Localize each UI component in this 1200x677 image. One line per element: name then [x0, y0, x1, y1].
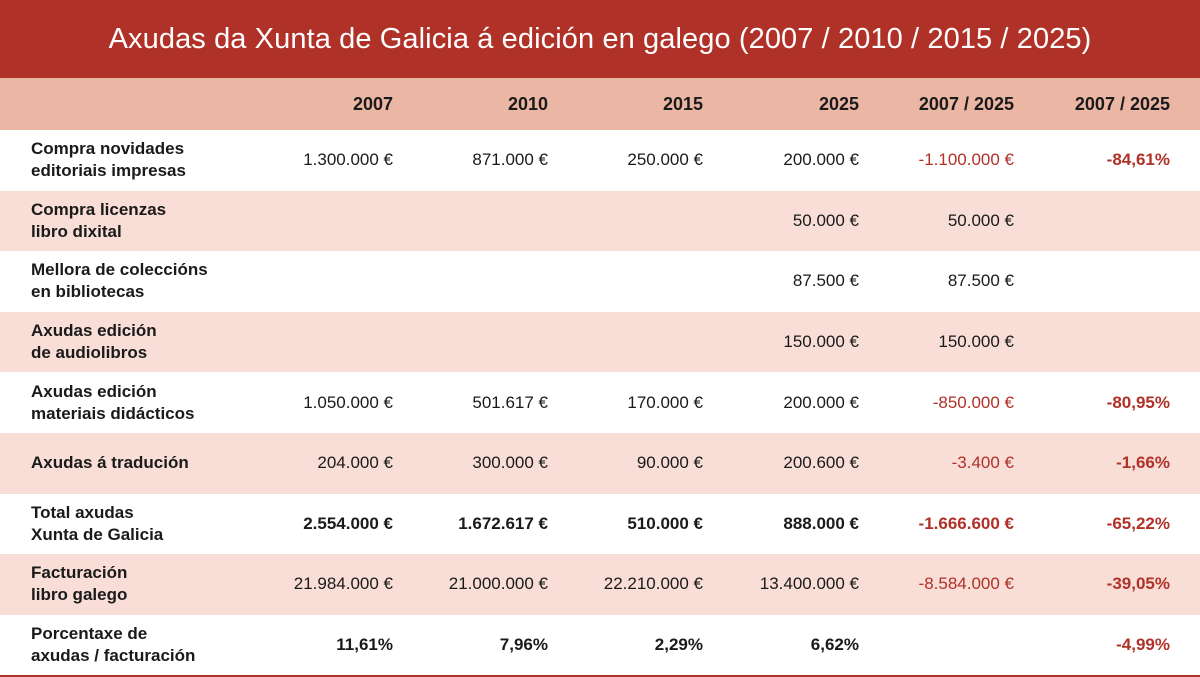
- table-row: [0, 372, 1200, 433]
- table-cell: [1044, 251, 1200, 312]
- table-cell: 250.000 €: [627, 150, 703, 170]
- table-cell: 1.050.000 €: [303, 392, 393, 412]
- data-table: [0, 78, 1200, 675]
- header-cell-4: 2025: [818, 93, 859, 114]
- table-cell: -1,66%: [1116, 453, 1170, 473]
- row-label: [0, 615, 270, 676]
- table-cell: 6,62%: [810, 635, 859, 655]
- table-row: [0, 251, 1200, 312]
- table-cell: [1044, 191, 1200, 252]
- row-label: [0, 494, 270, 555]
- header-cell-6: 2007 / 2025: [1074, 93, 1170, 114]
- table-row: [0, 191, 1200, 252]
- row-label-line: Axudas edición: [31, 321, 157, 341]
- header-cell-3: 2015: [662, 93, 703, 114]
- table-cell: 21.000.000 €: [448, 574, 548, 594]
- table-cell: 170.000 €: [627, 392, 703, 412]
- table-cell: [889, 615, 1044, 676]
- table-cell: 888.000 €: [783, 513, 859, 533]
- table-cell: 200.000 €: [783, 150, 859, 170]
- table-cell: -3.400 €: [951, 453, 1014, 473]
- table-cell: 87.500 €: [792, 271, 859, 291]
- table-cell: 22.210.000 €: [603, 574, 703, 594]
- row-label-line: libro galego: [31, 585, 128, 605]
- table-cell: [1044, 312, 1200, 373]
- row-label-line: editoriais impresas: [31, 161, 186, 181]
- row-label-line: Total axudas: [31, 502, 134, 522]
- table-cell: 150.000 €: [938, 332, 1014, 352]
- table-cell: 300.000 €: [472, 453, 548, 473]
- table-row: [0, 494, 1200, 555]
- row-label-line: Porcentaxe de: [31, 624, 148, 644]
- row-label-line: Mellora de coleccións: [31, 260, 208, 280]
- table-cell: 7,96%: [499, 635, 548, 655]
- table-row: [0, 433, 1200, 494]
- table-cell: -4,99%: [1116, 635, 1170, 655]
- table-cell: -65,22%: [1106, 513, 1170, 533]
- table-cell: 871.000 €: [472, 150, 548, 170]
- table-cell: 11,61%: [336, 635, 393, 655]
- table-cell: [423, 312, 578, 373]
- table-cell: [578, 251, 733, 312]
- table-cell: 200.000 €: [783, 392, 859, 412]
- row-label-line: en bibliotecas: [31, 282, 145, 302]
- row-label: [0, 130, 270, 191]
- table-cell: [270, 312, 423, 373]
- table-cell: [578, 312, 733, 373]
- header-cell-2: 2010: [507, 93, 548, 114]
- table-cell: 13.400.000 €: [759, 574, 859, 594]
- table-cell: 1.672.617 €: [458, 513, 548, 533]
- row-label-line: Xunta de Galicia: [31, 524, 164, 544]
- row-label-line: Compra licenzas: [31, 199, 167, 219]
- table-cell: 21.984.000 €: [293, 574, 393, 594]
- row-label: [0, 191, 270, 252]
- table-cell: 2,29%: [654, 635, 703, 655]
- header-cell-1: 2007: [352, 93, 393, 114]
- table-row: [0, 554, 1200, 615]
- row-label-line: Axudas edición: [31, 381, 157, 401]
- table-cell: -84,61%: [1106, 150, 1170, 170]
- table-cell: [578, 191, 733, 252]
- table-row: [0, 615, 1200, 676]
- row-label-line: Axudas á tradución: [31, 453, 189, 473]
- row-label-line: de audiolibros: [31, 343, 148, 363]
- table-cell: -80,95%: [1106, 392, 1170, 412]
- table-cell: -1.666.600 €: [918, 513, 1014, 533]
- row-label: [0, 554, 270, 615]
- table-cell: 150.000 €: [783, 332, 859, 352]
- table-cell: -1.100.000 €: [918, 150, 1014, 170]
- table-cell: 510.000 €: [627, 513, 703, 533]
- table-cell: 204.000 €: [317, 453, 393, 473]
- row-label-line: Compra novidades: [31, 139, 185, 159]
- table-cell: [423, 191, 578, 252]
- row-label-line: Facturación: [31, 563, 128, 583]
- table-body: [0, 130, 1200, 675]
- table-cell: 2.554.000 €: [303, 513, 393, 533]
- row-label: [0, 433, 270, 494]
- table-cell: [423, 251, 578, 312]
- row-label-line: libro dixital: [31, 221, 122, 241]
- row-label-line: materiais didácticos: [31, 403, 195, 423]
- header-cell-label: [0, 78, 270, 130]
- row-label: [0, 251, 270, 312]
- row-label: [0, 372, 270, 433]
- table-cell: -8.584.000 €: [918, 574, 1014, 594]
- table-cell: 50.000 €: [792, 210, 859, 230]
- table-cell: -850.000 €: [932, 392, 1014, 412]
- table-cell: 200.600 €: [783, 453, 859, 473]
- header-row: [0, 78, 1200, 130]
- table-cell: 1.300.000 €: [303, 150, 393, 170]
- page-title: Axudas da Xunta de Galicia á edición en galego (2007 / 2010 / 2015 / 2025): [108, 22, 1092, 55]
- table-cell: [270, 191, 423, 252]
- table-cell: 87.500 €: [947, 271, 1014, 291]
- title-bar: [0, 0, 1200, 78]
- table-cell: 501.617 €: [472, 392, 548, 412]
- table-cell: -39,05%: [1106, 574, 1170, 594]
- table-row: [0, 130, 1200, 191]
- header-cell-5: 2007 / 2025: [918, 93, 1014, 114]
- row-label: [0, 312, 270, 373]
- table-cell: 50.000 €: [947, 210, 1014, 230]
- row-label-line: axudas / facturación: [31, 646, 196, 666]
- table-cell: 90.000 €: [636, 453, 703, 473]
- table-cell: [270, 251, 423, 312]
- table-row: [0, 312, 1200, 373]
